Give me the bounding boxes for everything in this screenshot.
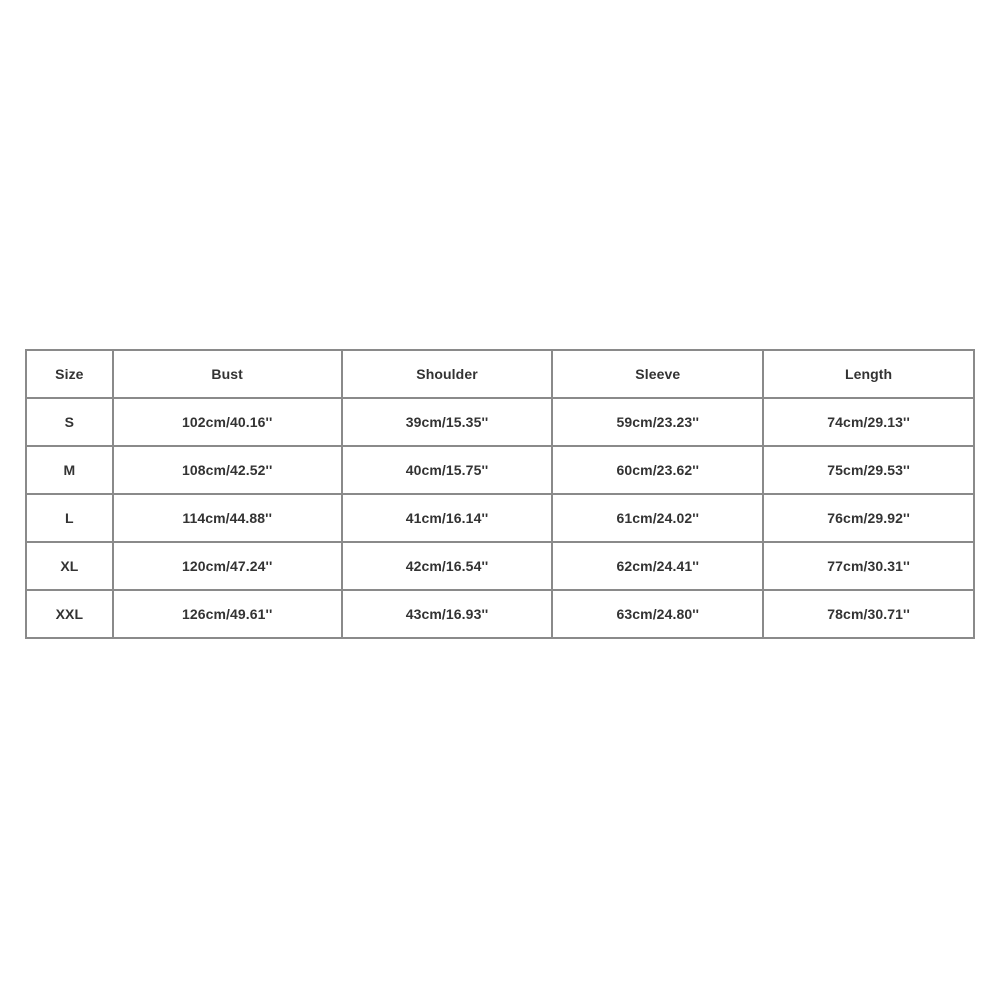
header-length: Length: [763, 350, 974, 398]
cell-size: M: [26, 446, 113, 494]
table-row: [26, 398, 974, 446]
header-size: Size: [26, 350, 113, 398]
cell-sleeve: 60cm/23.62'': [552, 446, 763, 494]
cell-bust: 108cm/42.52'': [113, 446, 342, 494]
cell-size: XL: [26, 542, 113, 590]
cell-shoulder: 41cm/16.14'': [342, 494, 553, 542]
cell-bust: 114cm/44.88'': [113, 494, 342, 542]
cell-bust: 126cm/49.61'': [113, 590, 342, 638]
table-row: [26, 590, 974, 638]
header-shoulder: Shoulder: [342, 350, 553, 398]
header-bust: Bust: [113, 350, 342, 398]
table-header-row: [26, 350, 974, 398]
cell-bust: 120cm/47.24'': [113, 542, 342, 590]
cell-length: 77cm/30.31'': [763, 542, 974, 590]
cell-shoulder: 43cm/16.93'': [342, 590, 553, 638]
cell-shoulder: 40cm/15.75'': [342, 446, 553, 494]
cell-shoulder: 39cm/15.35'': [342, 398, 553, 446]
cell-size: XXL: [26, 590, 113, 638]
cell-size: S: [26, 398, 113, 446]
header-sleeve: Sleeve: [552, 350, 763, 398]
cell-shoulder: 42cm/16.54'': [342, 542, 553, 590]
cell-length: 78cm/30.71'': [763, 590, 974, 638]
cell-sleeve: 61cm/24.02'': [552, 494, 763, 542]
table-row: [26, 494, 974, 542]
cell-length: 74cm/29.13'': [763, 398, 974, 446]
cell-bust: 102cm/40.16'': [113, 398, 342, 446]
cell-sleeve: 63cm/24.80'': [552, 590, 763, 638]
cell-size: L: [26, 494, 113, 542]
cell-length: 76cm/29.92'': [763, 494, 974, 542]
table-row: [26, 542, 974, 590]
cell-sleeve: 59cm/23.23'': [552, 398, 763, 446]
size-chart-table: [25, 349, 975, 639]
cell-length: 75cm/29.53'': [763, 446, 974, 494]
cell-sleeve: 62cm/24.41'': [552, 542, 763, 590]
table-row: [26, 446, 974, 494]
